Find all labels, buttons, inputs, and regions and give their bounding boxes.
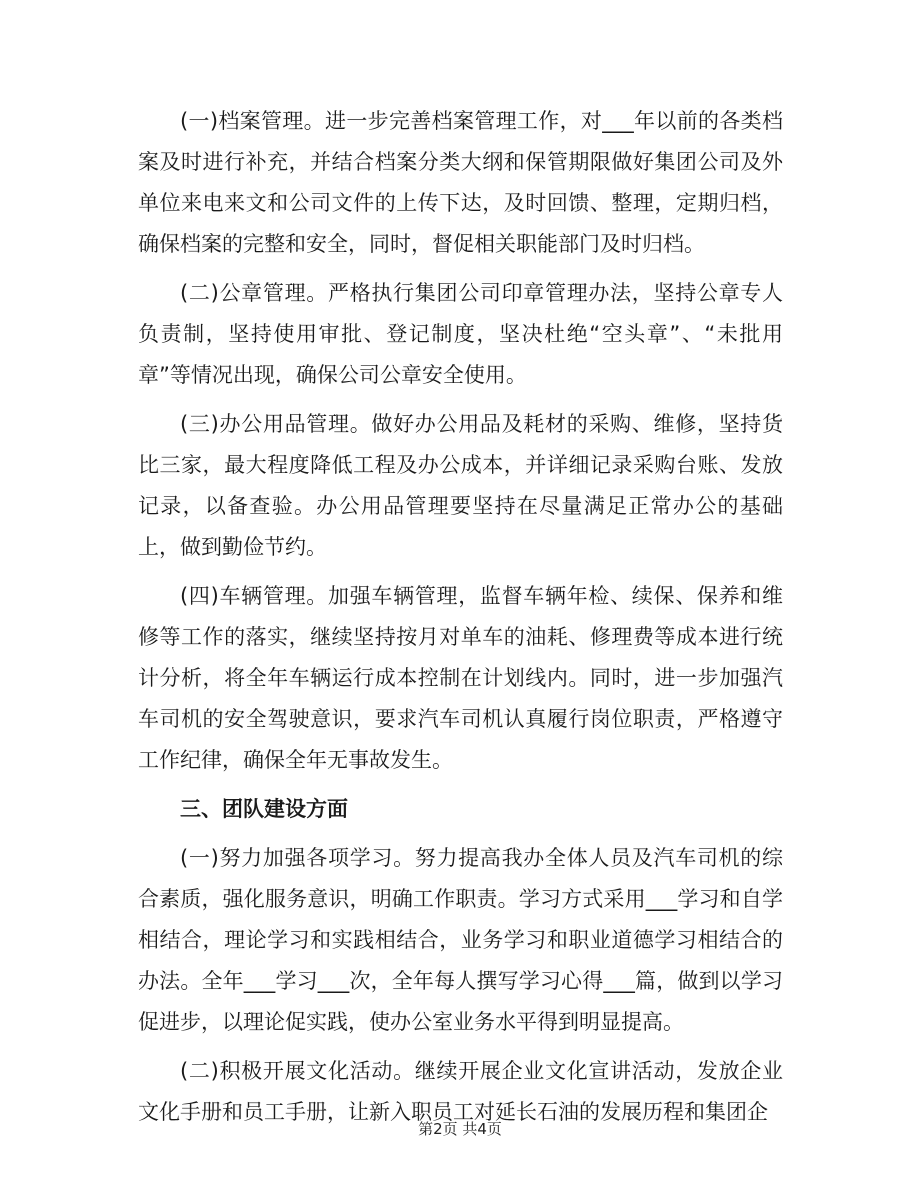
paragraph-vehicle-management: (四)车辆管理。加强车辆管理，监督车辆年检、续保、保养和维修等工作的落实，继续坚持按月对单车的油耗、修理费等成本进行统计分析，将全年车辆运行成本控制在计划线内。同时，进一步加强汽车司机的安全驾驶意识，要求汽车司机认真履行岗位职责，严格遵守工作纪律，确保全年无事故发生。 — [138, 584, 783, 772]
paragraph-archive-management: (一)档案管理。进一步完善档案管理工作，对___年以前的各类档案及时进行补充，并结合档案分类大纲和保管期限做好集团公司及外单位来电来文和公司文件的上传下达，及时回馈、整理，定期归档，确保档案的完整和安全，同时，督促相关职能部门及时归档。 — [138, 109, 783, 256]
paragraph-learning: (一)努力加强各项学习。努力提高我办全体人员及汽车司机的综合素质，强化服务意识，明确工作职责。学习方式采用___学习和自学相结合，理论学习和实践相结合，业务学习和职业道德学习相结合的办法。全年___学习___次，全年每人撰写学习心得___篇，做到以学习促进步，以理论促实践，使办公室业务水平得到明显提高。 — [138, 846, 783, 1034]
document-body — [138, 101, 783, 1141]
paragraph-seal-management: (二)公章管理。严格执行集团公司印章管理办法，坚持公章专人负责制，坚持使用审批、登记制度，坚决杜绝“空头章”、“未批用章”等情况出现，确保公司公章安全使用。 — [138, 281, 783, 387]
page-number-footer: 第2页 共4页 — [418, 1120, 502, 1138]
paragraph-culture-activities: (二)积极开展文化活动。继续开展企业文化宣讲活动，发放企业文化手册和员工手册，让新入职员工对延长石油的发展历程和集团企 — [138, 1059, 783, 1124]
section-heading-team-building: 三、团队建设方面 — [180, 797, 348, 821]
paragraph-office-supplies: (三)办公用品管理。做好办公用品及耗材的采购、维修，坚持货比三家，最大程度降低工程及办公成本，并详细记录采购台账、发放记录，以备查验。办公用品管理要坚持在尽量满足正常办公的基础上，做到勤俭节约。 — [138, 412, 783, 559]
